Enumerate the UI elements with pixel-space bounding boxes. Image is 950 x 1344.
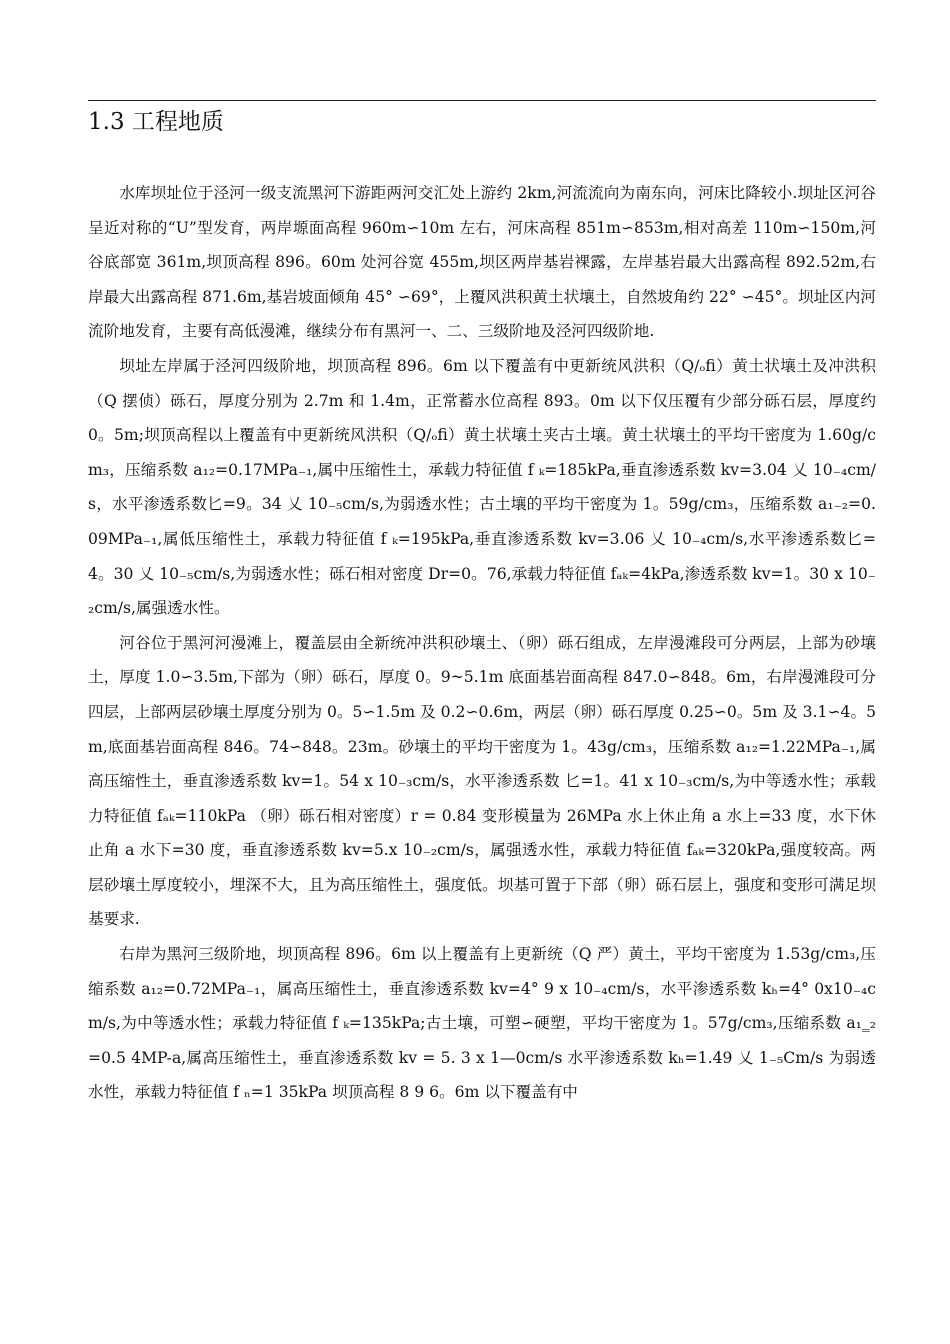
section-heading: 1.3 工程地质 <box>88 109 224 135</box>
document-page <box>88 0 876 1344</box>
body-text <box>88 176 876 1110</box>
paragraph-river-valley: 河谷位于黑河河漫滩上，覆盖层由全新统冲洪积砂壤土、（卵）砾石组成，左岸漫滩段可分两层，上部为砂壤土，厚度 1.0∽3.5m,下部为（卵）砾石，厚度 0。9~5.1m 底面基岩面高程 847.0∽848。6m，右岸漫滩段可分四层，上部两层砂壤土厚度分别为 0。5∽1.5m 及 0.2∽0.6m，两层（卵）砾石厚度 0.25∽0。5m 及 3.1∽4。5m,底面基岩面高程 846。74∽848。23m。砂壤土的平均干密度为 1。43g/cm₃，压缩系数 a₁₂=1.22MPa₋₁,属高压缩性土，垂直渗透系数 kv=1。54 x 10₋₃cm/s，水平渗透系数 匕=1。41 x 10₋₃cm/s,为中等透水性；承载力特征值 fₐₖ=110kPa （卵）砾石相对密度）r = 0.84 变形模量为 26MPa 水上休止角 a 水上=33 度，水下休止角 a 水下=30 度，垂直渗透系数 kv=5.x 10₋₂cm/s，属强透水性，承载力特征值 fₐₖ=320kPa,强度较高。两层砂壤土厚度较小，埋深不大，且为高压缩性土，强度低。坝基可置于下部（卵）砾石层上，强度和变形可满足坝基要求. <box>88 633 876 929</box>
paragraph-dam-site-overview: 水库坝址位于泾河一级支流黑河下游距两河交汇处上游约 2km,河流流向为南东向，河床比降较小.坝址区河谷呈近对称的“U”型发育，两岸塬面高程 960m∽10m 左右，河床高程 851m∽853m,相对高差 110m∽150m,河谷底部宽 361m,坝顶高程 896。60m 处河谷宽 455m,坝区两岸基岩裸露，左岸基岩最大出露高程 892.52m,右岸最大出露高程 871.6m,基岩坡面倾角 45° ∽69°，上覆风洪积黄土状壤土，自然坡角约 22° ∽45°。坝址区内河流阶地发育，主要有高低漫滩，继续分布有黑河一、二、三级阶地及泾河四级阶地. <box>88 184 876 341</box>
paragraph-right-bank: 右岸为黑河三级阶地，坝顶高程 896。6m 以上覆盖有上更新统（Q 严）黄土，平均干密度为 1.53g/cm₃,压缩系数 a₁₂=0.72MPa₋₁，属高压缩性土，垂直渗透系数 kv=4° 9 x 10₋₄cm/s，水平渗透系数 kₕ=4° 0x10₋₄cm/s,为中等透水性；承载力特征值 f ₖ=135kPa;古土壤，可塑∽硬塑，平均干密度为 1。57g/cm₃,压缩系数 a₁‗₂=0.5 4MP-a,属高压缩性土，垂直渗透系数 kv = 5. 3 x 1—0cm/s 水平渗透系数 kₕ=1.49 乂 1₋₅Cm/s 为弱透水性，承载力特征值 f ₙ=1 35kPa 坝顶高程 8 9 6。6m 以下覆盖有中 <box>88 945 876 1102</box>
header-rule <box>88 100 876 101</box>
paragraph-left-bank: 坝址左岸属于泾河四级阶地，坝顶高程 896。6m 以下覆盖有中更新统风洪积（Q/ₒfi）黄土状壤土及冲洪积（Q 摆侦）砾石，厚度分别为 2.7m 和 1.4m，正常蓄水位高程 893。0m 以下仅压覆有少部分砾石层，厚度约 0。5m;坝顶高程以上覆盖有中更新统风洪积（Q/ₒfi）黄土状壤土夹古土壤。黄土状壤土的平均干密度为 1.60g/cm₃，压缩系数 a₁₂=0.17MPa₋₁,属中压缩性土，承载力特征值 f ₖ=185kPa,垂直渗透系数 kv=3.04 乂 10₋₄cm/s，水平渗透系数匕=9。34 乂 10₋₅cm/s,为弱透水性；古土壤的平均干密度为 1。59g/cm₃，压缩系数 a₁₋₂=0.09MPa₋₁,属低压缩性土，承载力特征值 f ₖ=195kPa,垂直渗透系数 kv=3.06 乂 10₋₄cm/s,水平渗透系数匕=4。30 乂 10₋₅cm/s,为弱透水性；砾石相对密度 Dr=0。76,承载力特征值 fₐₖ=4kPa,渗透系数 kv=1。30 x 10₋₂cm/s,属强透水性。 <box>88 356 876 618</box>
